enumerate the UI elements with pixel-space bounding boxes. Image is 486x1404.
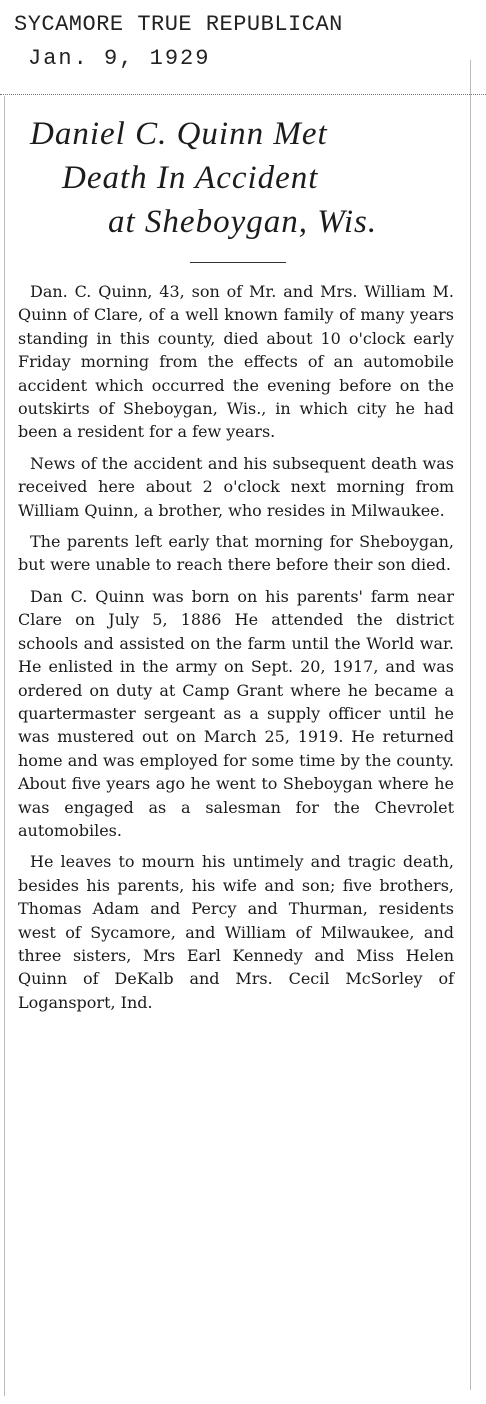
right-column-edge bbox=[470, 60, 471, 1390]
headline-line-1: Daniel C. Quinn Met bbox=[30, 116, 328, 152]
paper-name: SYCAMORE TRUE REPUBLICAN bbox=[14, 12, 343, 37]
paragraph-4: Dan C. Quinn was born on his parents' farm near Clare on July 5, 1886 He attended the district schools and assisted on the farm until the World war. He enlisted in the army on Sept. 20, 1917, and was ordered on duty at Camp Grant where he became a quartermaster sergeant as a supply officer until he was mustered out on March 25, 1919. He returned home and was employed for some time by the county. About five years ago he went to Sheboygan where he was engaged as a salesman for the Chevrolet automobiles. bbox=[18, 586, 454, 840]
issue-date: Jan. 9, 1929 bbox=[28, 46, 211, 71]
paragraph-2: News of the accident and his subsequent death was received here about 2 o'clock next morning from William Quinn, a brother, who resides in Milwaukee. bbox=[18, 453, 454, 520]
headline-line-3: at Sheboygan, Wis. bbox=[108, 204, 378, 240]
top-rule bbox=[0, 94, 486, 95]
headline-line-2: Death In Accident bbox=[62, 160, 319, 196]
masthead bbox=[14, 8, 343, 76]
paragraph-1: Dan. C. Quinn, 43, son of Mr. and Mrs. William M. Quinn of Clare, of a well known family of many years standing in this county, died about 10 o'clock early Friday morning from the effects of an automobile accident which occurred the evening before on the outskirts of Sheboygan, Wis., in which city he had been a resident for a few years. bbox=[18, 282, 454, 442]
headline-divider bbox=[190, 262, 286, 263]
left-column-edge bbox=[4, 96, 5, 1396]
article-body bbox=[18, 280, 454, 1022]
paragraph-5: He leaves to mourn his untimely and tragic death, besides his parents, his wife and son; five brothers, Thomas Adam and Percy and Thurman, residents west of Sycamore, and William of Milwaukee, and three sisters, Mrs Earl Kennedy and Miss Helen Quinn of DeKalb and Mrs. Cecil McSorley of Logansport, Ind. bbox=[18, 852, 454, 1012]
paragraph-3: The parents left early that morning for Sheboygan, but were unable to reach there before their son died. bbox=[18, 532, 454, 575]
